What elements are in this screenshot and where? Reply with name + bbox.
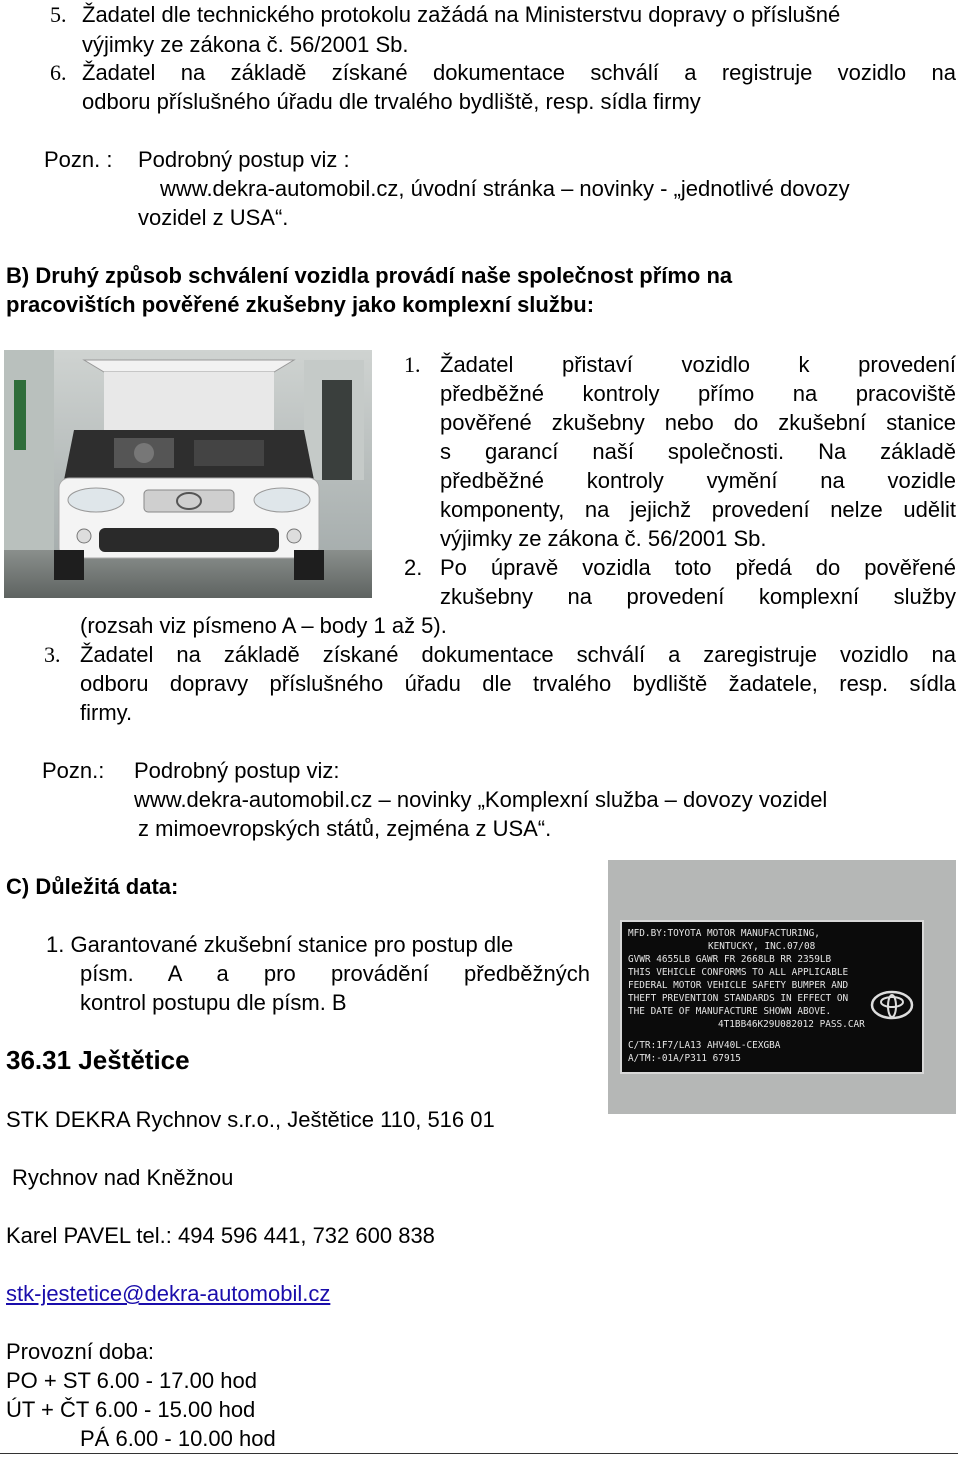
b-list-number-2: 2.	[404, 555, 423, 580]
section-c-heading: C) Důležitá data:	[6, 874, 179, 899]
note-link-line: www.dekra-automobil.cz, úvodní stránka – novinky - „jednotlivé dovozy	[160, 176, 850, 201]
b-list-item-2-line1: Po úpravě vozidla toto předá do pověřené	[440, 555, 956, 580]
b-list-item-3-line1: Žadatel na základě získané dokumentace schválí a zaregistruje vozidlo na	[80, 642, 956, 667]
vin-label-line: THE DATE OF MANUFACTURE SHOWN ABOVE.	[628, 1006, 832, 1017]
b-list-item-1-line2: předběžné kontroly přímo na pracoviště	[440, 381, 956, 406]
list-item-5-line1: Žadatel dle technického protokolu zažádá na Ministerstvu dopravy o příslušné	[82, 2, 841, 27]
b-list-item-1-line3: pověřené zkušebny nebo do zkušební stanice	[440, 410, 956, 435]
vin-label	[620, 920, 924, 1074]
list-item-5-line2: výjimky ze zákona č. 56/2001 Sb.	[82, 32, 409, 57]
list-number-6: 6.	[50, 60, 67, 85]
vin-label-text	[628, 927, 865, 1065]
b-list-item-1-line4: s garancí naší společnosti. Na základě	[440, 439, 956, 464]
note-text: Podrobný postup viz :	[138, 147, 350, 172]
list-item-6-line1: Žadatel na základě získané dokumentace schválí a registruje vozidlo na	[82, 60, 956, 85]
b-list-number-3: 3.	[44, 642, 61, 667]
vin-label-line: GVWR 4655LB GAWR FR 2668LB RR 2359LB	[628, 954, 832, 965]
c-list-item-1-line2: písm. A a pro provádění předběžných	[80, 961, 590, 986]
b-list-item-1-line1: Žadatel přistaví vozidlo k provedení	[440, 352, 956, 377]
vin-label-line: C/TR:1F7/LA13 AHV40L-CEXGBA	[628, 1040, 781, 1051]
c-list-item-1-line1: 1. Garantované zkušební stanice pro postup dle	[46, 932, 514, 957]
vin-label-line: 4T1BB46K29U082012 PASS.CAR	[718, 1019, 865, 1030]
station-code-name: 36.31 Ještětice	[6, 1045, 190, 1075]
note2-label: Pozn.:	[42, 758, 105, 783]
list-item-6-line2: odboru příslušného úřadu dle trvalého bydliště, resp. sídla firmy	[82, 89, 701, 114]
hours-line-1: PO + ST 6.00 - 17.00 hod	[6, 1368, 257, 1393]
vin-label-line: A/TM:-01A/P311 67915	[628, 1053, 741, 1064]
b-list-item-3-line3: firmy.	[80, 700, 133, 725]
vin-label-line: THIS VEHICLE CONFORMS TO ALL APPLICABLE	[628, 967, 849, 978]
note-link-line2: vozidel z USA“.	[138, 205, 289, 230]
b-list-item-1-line6: komponenty, na jejichž provedení nelze udělit	[440, 497, 956, 522]
station-address2: Rychnov nad Kněžnou	[12, 1165, 234, 1190]
vin-label-line: THEFT PREVENTION STANDARDS IN EFFECT ON	[628, 993, 849, 1004]
station-contact: Karel PAVEL tel.: 494 596 441, 732 600 838	[6, 1223, 435, 1248]
hours-line-2: ÚT + ČT 6.00 - 15.00 hod	[6, 1397, 256, 1422]
station-email-link[interactable]: stk-jestetice@dekra-automobil.cz	[6, 1281, 331, 1306]
b-list-item-1-line5: předběžné kontroly vymění na vozidle	[440, 468, 956, 493]
footer-divider	[0, 1453, 958, 1454]
note-label: Pozn. :	[44, 147, 113, 172]
hours-line-3: PÁ 6.00 - 10.00 hod	[80, 1426, 276, 1451]
b-list-item-2-line2: zkušebny na provedení komplexní služby	[440, 584, 956, 609]
note2-link-line: www.dekra-automobil.cz – novinky „Komplexní služba – dovozy vozidel	[134, 787, 828, 812]
note2-link-line2: z mimoevropských států, zejména z USA“.	[138, 816, 552, 841]
c-list-item-1-line3: kontrol postupu dle písm. B	[80, 990, 347, 1015]
section-b-heading-line2: pracovištích pověřené zkušebny jako komplexní službu:	[6, 292, 595, 317]
vin-label-line: KENTUCKY, INC.07/08	[708, 941, 816, 952]
section-b-heading: B) Druhý způsob schválení vozidla provádí naše společnost přímo na	[6, 263, 733, 288]
hours-label: Provozní doba:	[6, 1339, 154, 1364]
list-number-5: 5.	[50, 2, 67, 27]
b-list-item-2-line3: (rozsah viz písmeno A – body 1 až 5).	[80, 613, 447, 638]
b-list-item-3-line2: odboru dopravy příslušného úřadu dle trvalého bydliště žadatele, resp. sídla	[80, 671, 956, 696]
b-list-number-1: 1.	[404, 352, 421, 377]
toyota-logo-icon	[870, 990, 914, 1020]
station-address1: STK DEKRA Rychnov s.r.o., Ještětice 110, 516 01	[6, 1107, 495, 1132]
car-photo	[4, 350, 372, 598]
b-list-item-1-line7: výjimky ze zákona č. 56/2001 Sb.	[440, 526, 767, 551]
car-photo-image	[4, 350, 372, 598]
vin-label-photo	[608, 860, 956, 1114]
note2-text: Podrobný postup viz:	[134, 758, 340, 783]
vin-label-line: FEDERAL MOTOR VEHICLE SAFETY BUMPER AND	[628, 980, 849, 991]
vin-label-line: MFD.BY:TOYOTA MOTOR MANUFACTURING,	[628, 928, 820, 939]
